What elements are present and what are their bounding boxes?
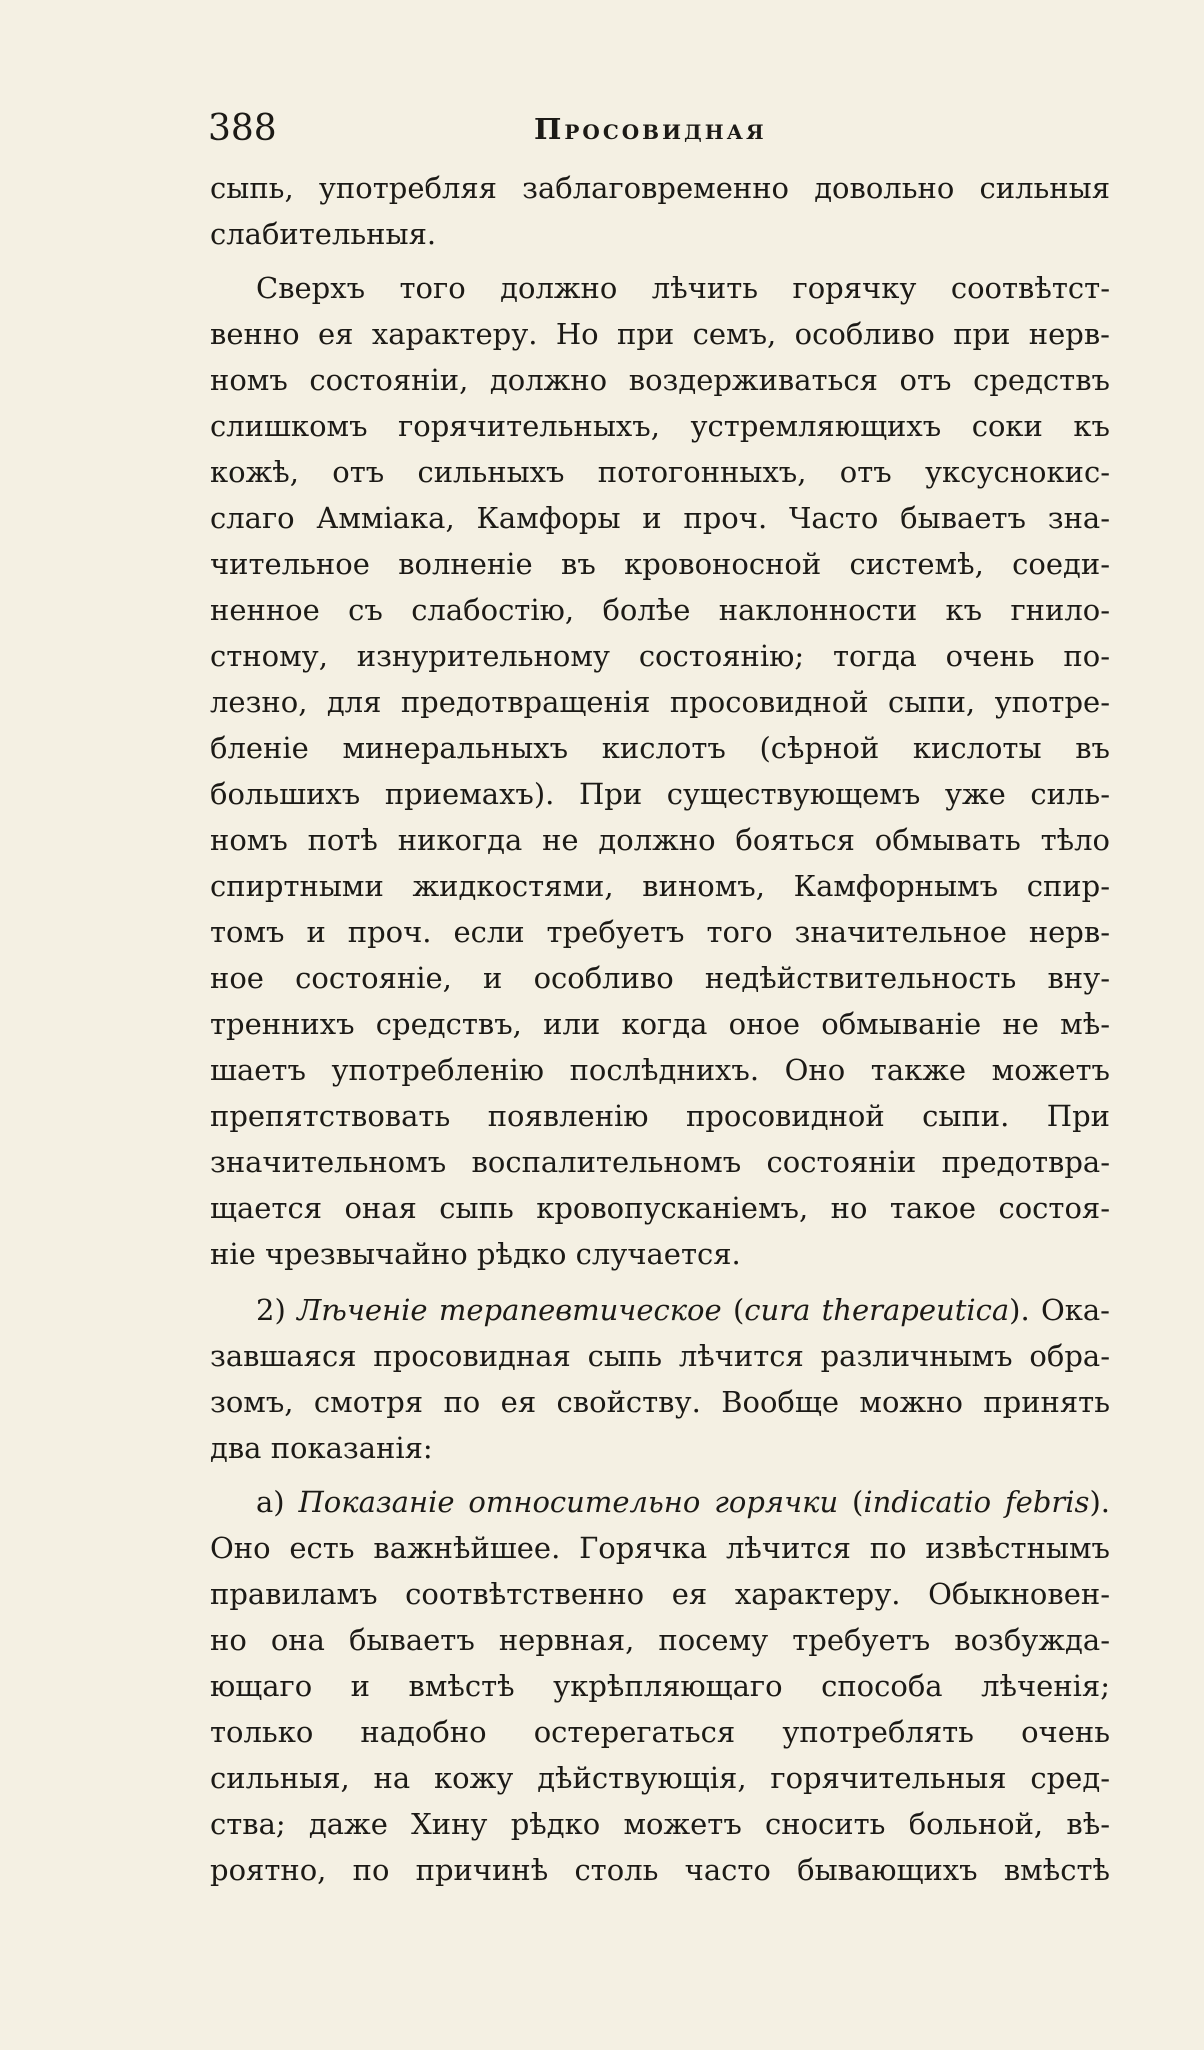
latin-term: indicatio febris (863, 1485, 1090, 1519)
text-line: зомъ, смотря по ея свойству. Вообще можно принять (210, 1385, 1110, 1419)
text-run: ( (838, 1485, 864, 1519)
latin-term: cura therapeutica (744, 1293, 1010, 1327)
page-number: 388 (208, 108, 277, 149)
text-line: значительномъ воспалительномъ состояніи предотвра- (210, 1145, 1110, 1179)
text-line: Сверхъ того должно лѣчить горячку соотвѣтст- (256, 271, 1110, 305)
text-run: ( (721, 1293, 745, 1327)
text-line: сыпь, употребляя заблаговременно довольно сильныя (210, 171, 1110, 205)
text-line: кожѣ, отъ сильныхъ потогонныхъ, отъ уксуснокис- (210, 455, 1110, 489)
text-line: правиламъ соотвѣтственно ея характеру. Обыкновен- (210, 1577, 1110, 1611)
section-heading-line (256, 1286, 1110, 1334)
text-line: слишкомъ горячительныхъ, устремляющихъ соки къ (210, 409, 1110, 443)
section-heading-line (256, 1478, 1110, 1526)
text-line: завшаяся просовидная сыпь лѣчится различнымъ обра- (210, 1339, 1110, 1373)
page-header (208, 104, 1110, 154)
text-line: щается оная сыпь кровопусканіемъ, но такое состоя- (210, 1191, 1110, 1225)
italic-term: Показаніе относительно горячки (298, 1485, 839, 1519)
text-line: ненное съ слабостію, болѣе наклонности къ гнило- (210, 593, 1110, 627)
text-line: препятствовать появленію просовидной сыпи. При (210, 1099, 1110, 1133)
text-line: ства; даже Хину рѣдко можетъ сносить больной, вѣ- (210, 1807, 1110, 1841)
text-line: стному, изнурительному состоянію; тогда очень по- (210, 639, 1110, 673)
text-line: ющаго и вмѣстѣ укрѣпляющаго способа лѣченія; (210, 1669, 1110, 1703)
text-line: номъ потѣ никогда не должно бояться обмывать тѣло (210, 823, 1110, 857)
running-title: Просовидная (534, 112, 767, 146)
text-run: ). (1089, 1485, 1110, 1519)
text-line: большихъ приемахъ). При существующемъ уже силь- (210, 777, 1110, 811)
text-line: ное состояніе, и особливо недѣйствительность вну- (210, 961, 1110, 995)
text-line: чительное волненіе въ кровоносной системѣ, соеди- (210, 547, 1110, 581)
text-line: Оно есть важнѣйшее. Горячка лѣчится по извѣстнымъ (210, 1531, 1110, 1565)
text-line: ніе чрезвычайно рѣдко случается. (210, 1237, 741, 1271)
text-line: сильныя, на кожу дѣйствующія, горячительныя сред- (210, 1761, 1110, 1795)
text-line: венно ея характеру. Но при семъ, особливо при нерв- (210, 317, 1110, 351)
text-line: томъ и проч. если требуетъ того значительное нерв- (210, 915, 1110, 949)
text-line: номъ состояніи, должно воздерживаться отъ средствъ (210, 363, 1110, 397)
text-line: но она бываетъ нервная, посему требуетъ возбужда- (210, 1623, 1110, 1657)
text-line: шаетъ употребленію послѣднихъ. Оно также можетъ (210, 1053, 1110, 1087)
text-line: бленіе минеральныхъ кислотъ (сѣрной кислоты въ (210, 731, 1110, 765)
text-line: слабительныя. (210, 217, 437, 251)
text-line: слаго Аммiака, Камфоры и проч. Часто бываетъ зна- (210, 501, 1110, 535)
text-line: роятно, по причинѣ столь часто бывающихъ вмѣстѣ (210, 1853, 1110, 1887)
italic-term: Лѣченіе терапевтическое (297, 1293, 722, 1327)
text-line: лезно, для предотвращенія просовидной сыпи, употре- (210, 685, 1110, 719)
text-run: 2) (256, 1293, 298, 1327)
text-line: два показанія: (210, 1431, 433, 1465)
text-run: ). Ока- (1009, 1293, 1110, 1327)
text-line: треннихъ средствъ, или когда оное обмываніе не мѣ- (210, 1007, 1110, 1041)
text-run: а) (256, 1485, 299, 1519)
text-line: спиртными жидкостями, виномъ, Камфорнымъ спир- (210, 869, 1110, 903)
text-line: только надобно остерегаться употреблять очень (210, 1715, 1110, 1749)
